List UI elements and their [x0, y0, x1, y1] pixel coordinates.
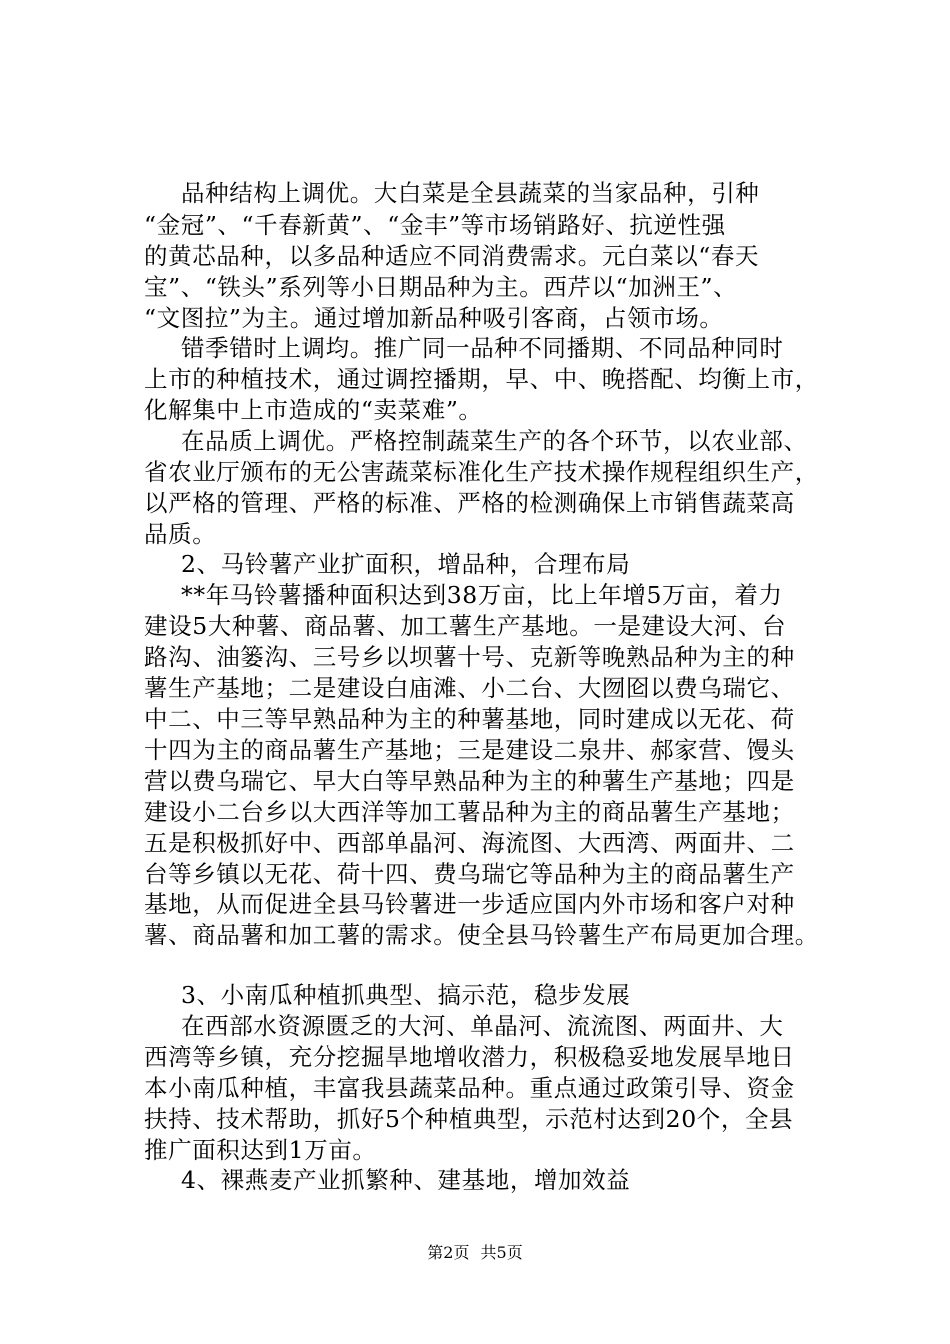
text-line: 4、裸燕麦产业抓繁种、建基地，增加效益	[181, 1166, 631, 1194]
text-line: 建设小二台乡以大西洋等加工薯品种为主的商品薯生产基地；	[144, 798, 795, 826]
text-line: **年马铃薯播种面积达到38万亩，比上年增5万亩，着力	[181, 581, 783, 609]
text-line: 品质。	[144, 520, 217, 548]
text-line: 3、小南瓜种植抓典型、搞示范，稳步发展	[181, 981, 631, 1009]
text-line: 在品质上调优。严格控制蔬菜生产的各个环节，以农业部、	[181, 427, 808, 455]
text-line: 在西部水资源匮乏的大河、单晶河、流流图、两面井、大	[181, 1012, 784, 1040]
text-line: 扶持、技术帮助，抓好5个种植典型，示范村达到20个，全县	[144, 1105, 794, 1133]
text-line: 上市的种植技术，通过调控播期，早、中、晚搭配、均衡上市，	[144, 365, 819, 393]
text-line: 五是积极抓好中、西部单晶河、海流图、大西湾、两面井、二	[144, 829, 795, 857]
text-line: 薯生产基地；二是建设白庙滩、小二台、大囫囵以费乌瑞它、	[144, 674, 795, 702]
page-total: 共5页	[480, 1243, 523, 1262]
text-line: “金冠”、“千春新黄”、“金丰”等市场销路好、抗逆性强	[144, 211, 726, 239]
text-line: 以严格的管理、严格的标准、严格的检测确保上市销售蔬菜高	[144, 489, 795, 517]
text-line: 宝”、“铁头”系列等小日期品种为主。西芹以“加洲王”、	[144, 273, 738, 301]
text-line: 品种结构上调优。大白菜是全县蔬菜的当家品种，引种	[181, 179, 760, 207]
text-line: 薯、商品薯和加工薯的需求。使全县马铃薯生产布局更加合理。	[144, 921, 819, 949]
text-line: 推广面积达到1万亩。	[144, 1136, 377, 1164]
text-line: 建设5大种薯、商品薯、加工薯生产基地。一是建设大河、台	[144, 612, 787, 640]
text-line: 西湾等乡镇，充分挖掘旱地增收潜力，积极稳妥地发展旱地日	[144, 1043, 795, 1071]
text-line: 基地，从而促进全县马铃薯进一步适应国内外市场和客户对种	[144, 890, 795, 918]
text-line: “文图拉”为主。通过增加新品种吸引客商，占领市场。	[144, 304, 724, 332]
text-line: 十四为主的商品薯生产基地；三是建设二泉井、郝家营、馒头	[144, 736, 795, 764]
text-line: 台等乡镇以无花、荷十四、费乌瑞它等品种为主的商品薯生产	[144, 860, 795, 888]
text-line: 错季错时上调均。推广同一品种不同播期、不同品种同时	[181, 334, 784, 362]
text-line: 省农业厅颁布的无公害蔬菜标准化生产技术操作规程组织生产，	[144, 458, 819, 486]
page-footer	[0, 1243, 950, 1263]
text-line: 营以费乌瑞它、早大白等早熟品种为主的种薯生产基地；四是	[144, 767, 795, 795]
text-line: 化解集中上市造成的“卖菜难”。	[144, 396, 483, 424]
text-line: 2、马铃薯产业扩面积，增品种，合理布局	[181, 550, 631, 578]
text-line: 路沟、油篓沟、三号乡以坝薯十号、克新等晚熟品种为主的种	[144, 643, 795, 671]
page-number: 第2页	[427, 1243, 470, 1262]
text-line: 本小南瓜种植，丰富我县蔬菜品种。重点通过政策引导、资金	[144, 1074, 795, 1102]
text-line: 中二、中三等早熟品种为主的种薯基地，同时建成以无花、荷	[144, 705, 795, 733]
text-line: 的黄芯品种，以多品种适应不同消费需求。元白菜以“春天	[144, 242, 760, 270]
